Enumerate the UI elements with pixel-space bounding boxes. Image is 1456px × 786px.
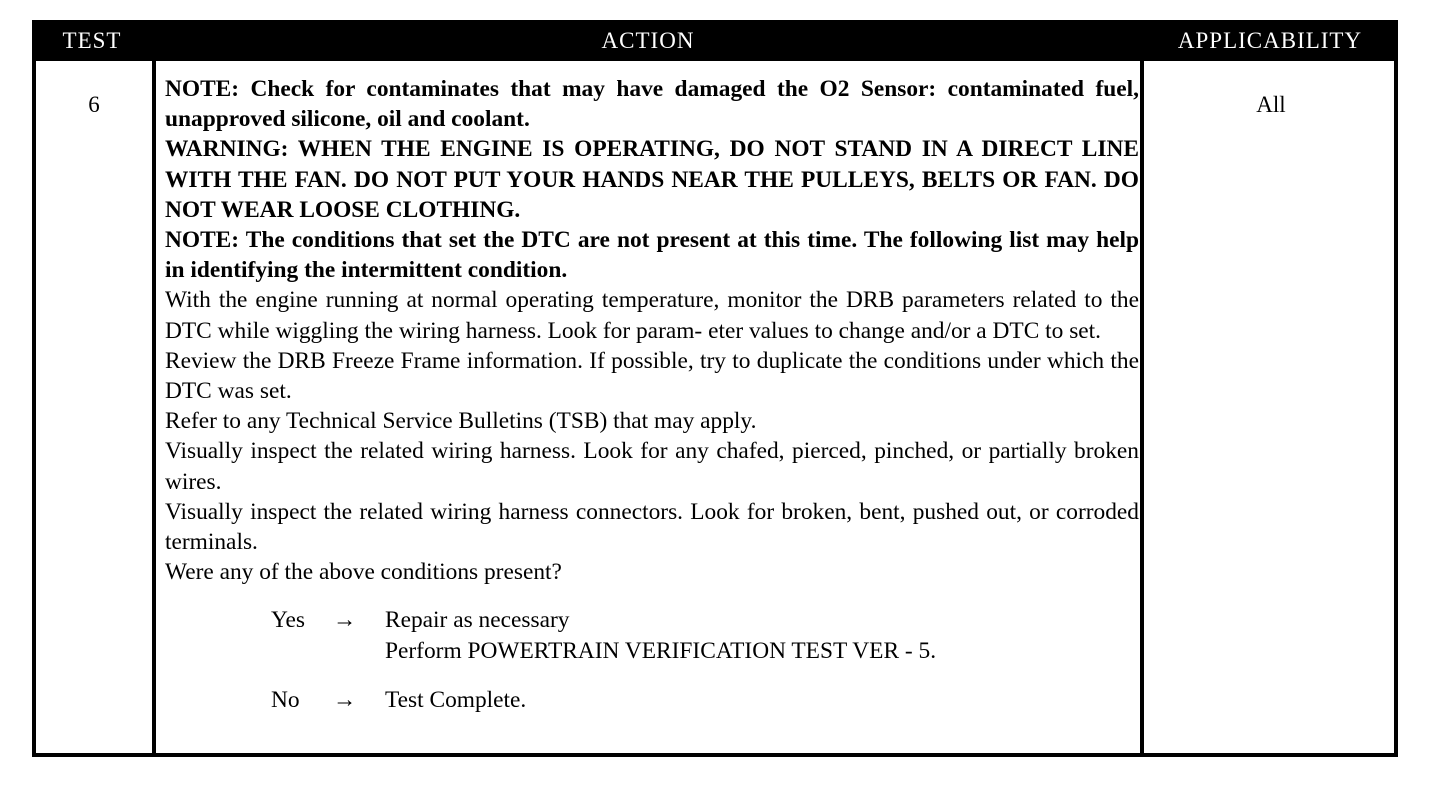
- header-test: TEST: [62, 28, 122, 53]
- instruction-paragraph: Visually inspect the related wiring harness. Look for any chafed, pierced, pinched, or partially broken wires.: [165, 438, 1139, 495]
- answer-result-line: Perform POWERTRAIN VERIFICATION TEST VER - 5.: [385, 637, 937, 664]
- note-paragraph: NOTE: Check for contaminates that may have damaged the O2 Sensor: contaminated fuel, unapproved silicone, oil and coolant.: [165, 76, 1139, 133]
- answer-label: Yes: [271, 607, 306, 634]
- note-paragraph: NOTE: The conditions that set the DTC are not present at this time. The following list may help in identifying the intermittent condition.: [165, 227, 1139, 284]
- answer-row: [165, 605, 1139, 665]
- note-paragraph: WARNING: WHEN THE ENGINE IS OPERATING, DO NOT STAND IN A DIRECT LINE WITH THE FAN. DO NOT PUT YOUR HANDS NEAR THE PULLEYS, BELTS OR FAN. DO NOT WEAR LOOSE CLOTHING.: [165, 136, 1139, 223]
- instruction-paragraph: Visually inspect the related wiring harness connectors. Look for broken, bent, pushed out, or corroded terminals.: [165, 498, 1139, 556]
- diagnostic-test-table: [32, 20, 1398, 757]
- action-cell: [165, 74, 1139, 715]
- instruction-paragraph: Review the DRB Freeze Frame information. If possible, try to duplicate the conditions under which the DTC was set.: [165, 347, 1139, 405]
- answer-result-line: Test Complete.: [385, 687, 527, 714]
- instruction-paragraph: Refer to any Technical Service Bulletins (TSB) that may apply.: [165, 408, 757, 435]
- answer-result: [385, 605, 1145, 665]
- header-applicability: APPLICABILITY: [1177, 28, 1363, 53]
- action-paragraphs: [165, 74, 1139, 587]
- header-action: ACTION: [601, 28, 695, 53]
- answer-result-line: Repair as necessary: [385, 607, 570, 634]
- answer-row: [165, 685, 1139, 715]
- instruction-paragraph: With the engine running at normal operating temperature, monitor the DRB parameters related to the DTC while wiggling the wiring harness. Look for param- eter values to change and/or a DTC to set.: [165, 287, 1139, 344]
- column-divider: [152, 61, 156, 753]
- instruction-paragraph: Were any of the above conditions present?: [165, 559, 562, 586]
- answer-label: No: [271, 687, 300, 714]
- applicability-value: All: [1256, 92, 1286, 117]
- right-arrow-icon: →: [333, 687, 357, 714]
- answer-list: [165, 605, 1139, 715]
- answer-result: [385, 685, 1145, 715]
- test-number: 6: [88, 92, 100, 117]
- table-header: [32, 20, 1398, 61]
- right-arrow-icon: →: [333, 607, 357, 634]
